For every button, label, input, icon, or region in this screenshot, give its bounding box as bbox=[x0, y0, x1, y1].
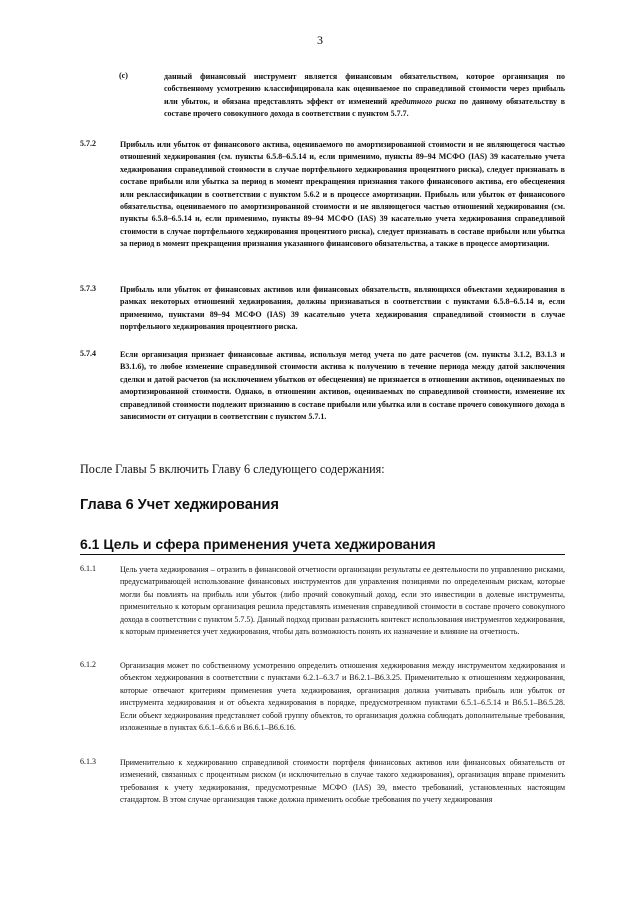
paragraph-5-7-2 bbox=[80, 139, 565, 251]
italic-term: кредитного риска bbox=[390, 96, 456, 106]
paragraph-6-1-1 bbox=[80, 564, 565, 638]
paragraph-number: 6.1.2 bbox=[80, 660, 96, 669]
paragraph-text: Прибыль или убыток от финансового актива, оцениваемого по амортизированной стоимости и не являющегося частью отношений хеджирования (см. пункты 6.5.8–6.5.14 и, если применимо, пункты 89–94 МСФО (IAS) 39 касательно учета хеджирования справедливой стоимости в случае портфельного хеджирования процентного риска), следует признавать в составе прибыли или убытка за период в момент прекращения признания такого финансового актива, его обесценения или реклассификации в соответствии с пунктом 5.6.2 и в процессе амортизации. Прибыль или убыток от финансового обязательства, оцениваемого по амортизированной стоимости и не являющегося частью отношений хеджирования (см. пункты 6.5.8–6.5.14 и, если применимо, пункты 89–94 МСФО (IAS) 39 касательно учета хеджирования справедливой стоимости в случае портфельного хеджирования процентного риска), следует признавать в составе прибыли или убытка за период в момент прекращения признания указанного финансового обязательства, а также в процессе амортизации. bbox=[120, 140, 565, 249]
paragraph-text: Прибыль или убыток от финансовых активов или финансовых обязательств, являющихся объектами хеджирования в рамках некоторых отношений хеджирования, должны признаваться в соответствии с пунктами 6.5.8–6.5.14 и, если применимо, пунктами 89–94 МСФО (IAS) 39 касательно учета хеджирования справедливой стоимости в случае портфельного хеджирования процентного риска. bbox=[120, 285, 565, 332]
paragraph-5-7-4 bbox=[80, 349, 565, 423]
paragraph-number: 6.1.1 bbox=[80, 564, 96, 573]
paragraph-text: Цель учета хеджирования – отразить в финансовой отчетности организации результаты ее деятельности по управлению рисками, предусматривающей использование финансовых инструментов для управления позициями по определенным рискам, которые могли бы повлиять на прибыль или убыток (либо прочий совокупный доход, если это инвестиции в долевые инструменты, применительно к которым организация решила представлять изменения справедливой стоимости в составе прочего совокупного дохода в соответствии с пунктом 5.7.5). Данный подход призван разъяснить контекст использования инструментов хеджирования, к которым применяется учет хеджирования, чтобы дать возможность понять их назначение и влияние на отчетность. bbox=[120, 565, 565, 637]
paragraph-number: 6.1.3 bbox=[80, 757, 96, 766]
clause-c bbox=[119, 71, 565, 121]
intro-line: После Главы 5 включить Главу 6 следующего содержания: bbox=[80, 462, 385, 476]
paragraph-5-7-3 bbox=[80, 284, 565, 334]
paragraph-number: 5.7.2 bbox=[80, 139, 96, 148]
section-title: 6.1 Цель и сфера применения учета хеджирования bbox=[80, 536, 565, 555]
paragraph-number: 5.7.4 bbox=[80, 349, 96, 358]
paragraph-number: 5.7.3 bbox=[80, 284, 96, 293]
chapter-title: Глава 6 Учет хеджирования bbox=[80, 497, 279, 513]
paragraph-text: Применительно к хеджированию справедливой стоимости портфеля финансовых активов или финансовых обязательств от изменений, связанных с процентным риском (и исключительно в случае такого хеджирования), организация вправе применить требования к учету хеджирования, предусмотренные МСФО (IAS) 39, вместо требований, установленных настоящим стандартом. В этом случае организация также должна применить особые требования по учету хеджирования bbox=[120, 758, 565, 805]
paragraph-6-1-3 bbox=[80, 757, 565, 807]
clause-text: данный финансовый инструмент является финансовым обязательством, которое организация по собственному усмотрению классифицировала как оцениваемое по справедливой стоимости через прибыль или убыток, и обязана представлять эффект от изменений кредитного риска по данному обязательству в составе прочего совокупного дохода в соответствии с пунктом 5.7.7. bbox=[164, 72, 566, 119]
page-number: 3 bbox=[317, 33, 323, 47]
clause-number: (c) bbox=[119, 71, 128, 80]
paragraph-6-1-2 bbox=[80, 660, 565, 734]
paragraph-text: Если организация признает финансовые активы, используя метод учета по дате расчетов (см. пункты 3.1.2, B3.1.3 и B3.1.6), то любое изменение справедливой стоимости актива к получению в течение периода между датой заключения сделки и датой расчетов (за исключением убытков от обесценения) не признается в отношении активов, оцениваемых по амортизированной стоимости. Однако, в отношении активов, оцениваемых по справедливой стоимости, изменение их справедливой стоимости подлежит признанию в составе прибыли или убытка или в составе прочего совокупного дохода в зависимости от ситуации в соответствии с пунктом 5.7.1. bbox=[120, 350, 565, 422]
paragraph-text: Организация может по собственному усмотрению определить отношения хеджирования между инструментом хеджирования и объектом хеджирования в соответствии с пунктами 6.2.1–6.3.7 и B6.2.1–B6.3.25. Применительно к отношениям хеджирования, которые отвечают критериям применения учета хеджирования, организация должна учитывать прибыль или убыток от инструмента хеджирования и от объекта хеджирования в порядке, предусмотренном пунктами 6.5.1–6.5.14 и B6.5.1–B6.5.28. Если объект хеджирования представляет собой группу объектов, то организация должна соблюдать дополнительные требования, изложенные в пунктах 6.6.1–6.6.6 и B6.6.1–B6.6.16. bbox=[120, 661, 565, 733]
